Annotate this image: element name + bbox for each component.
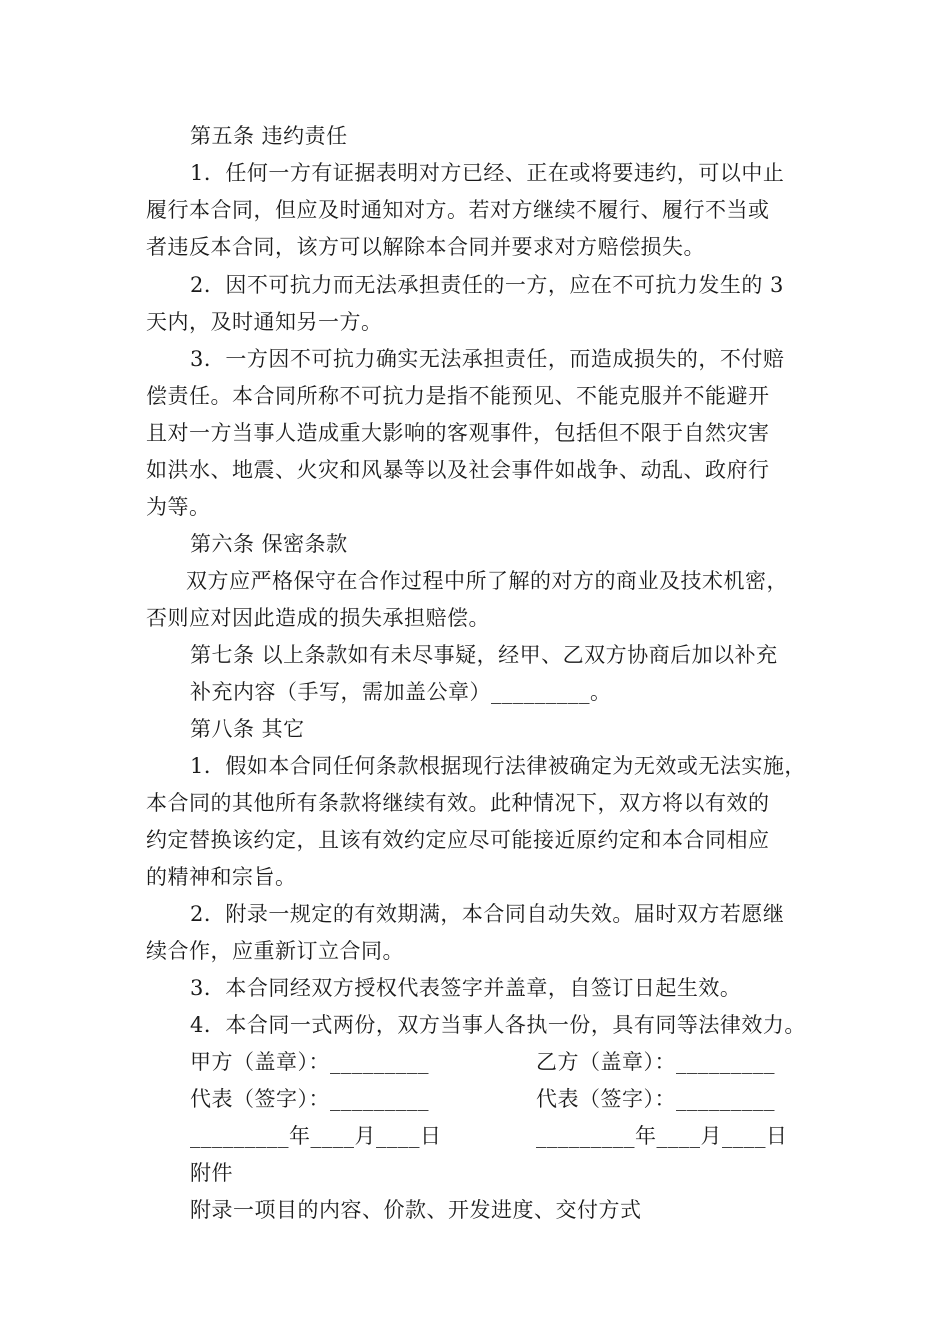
attachments-item: 附录一项目的内容、价款、开发进度、交付方式 — [190, 1198, 642, 1222]
article7-heading: 第七条 以上条款如有未尽事疑，经甲、乙双方协商后加以补充 — [190, 643, 778, 667]
article5-clause1-line3: 者违反本合同，该方可以解除本合同并要求对方赔偿损失。 — [146, 235, 705, 259]
article5-clause3-line2: 偿责任。本合同所称不可抗力是指不能预见、不能克服并不能避开 — [146, 384, 770, 408]
article8-clause4: 4．本合同一式两份，双方当事人各执一份，具有同等法律效力。 — [190, 1013, 806, 1037]
attachments-heading: 附件 — [190, 1161, 233, 1185]
party-b-rep-field: 代表（签字）：_________ — [536, 1087, 775, 1111]
article8-clause1-line2: 本合同的其他所有条款将继续有效。此种情况下，双方将以有效的 — [146, 791, 770, 815]
party-b-date-field: _________年____月____日 — [536, 1124, 788, 1148]
article5-clause3-line1: 3．一方因不可抗力确实无法承担责任，而造成损失的，不付赔 — [190, 347, 785, 371]
article5-heading: 第五条 违约责任 — [190, 124, 348, 148]
article5-clause1-line1: 1．任何一方有证据表明对方已经、正在或将要违约，可以中止 — [190, 161, 785, 185]
party-a-date-field: _________年____月____日 — [190, 1124, 442, 1148]
article5-clause2-line2: 天内，及时通知另一方。 — [146, 310, 383, 334]
article5-clause1-line2: 履行本合同，但应及时通知对方。若对方继续不履行、履行不当或 — [146, 198, 770, 222]
party-a-seal-field: 甲方（盖章）：_________ — [190, 1050, 429, 1074]
article5-clause3-line4: 如洪水、地震、火灾和风暴等以及社会事件如战争、动乱、政府行 — [146, 458, 770, 482]
article8-heading: 第八条 其它 — [190, 717, 305, 741]
article8-clause1-line3: 约定替换该约定，且该有效约定应尽可能接近原约定和本合同相应 — [146, 828, 770, 852]
article5-clause3-line5: 为等。 — [146, 495, 211, 519]
article6-body-line1: 双方应严格保守在合作过程中所了解的对方的商业及技术机密， — [186, 569, 788, 593]
party-b-seal-field: 乙方（盖章）：_________ — [536, 1050, 775, 1074]
party-a-rep-field: 代表（签字）：_________ — [190, 1087, 429, 1111]
article5-clause3-line3: 且对一方当事人造成重大影响的客观事件，包括但不限于自然灾害 — [146, 421, 770, 445]
article8-clause1-line4: 的精神和宗旨。 — [146, 865, 297, 889]
article8-clause2-line2: 续合作，应重新订立合同。 — [146, 939, 404, 963]
article5-clause2-line1: 2．因不可抗力而无法承担责任的一方，应在不可抗力发生的 3 — [190, 273, 784, 297]
article8-clause3: 3．本合同经双方授权代表签字并盖章，自签订日起生效。 — [190, 976, 742, 1000]
article6-heading: 第六条 保密条款 — [190, 532, 348, 556]
article8-clause2-line1: 2．附录一规定的有效期满，本合同自动失效。届时双方若愿继 — [190, 902, 785, 926]
article7-supplement: 补充内容（手写，需加盖公章）_________。 — [190, 680, 612, 704]
article6-body-line2: 否则应对因此造成的损失承担赔偿。 — [146, 606, 490, 630]
article8-clause1-line1: 1．假如本合同任何条款根据现行法律被确定为无效或无法实施， — [190, 754, 806, 778]
